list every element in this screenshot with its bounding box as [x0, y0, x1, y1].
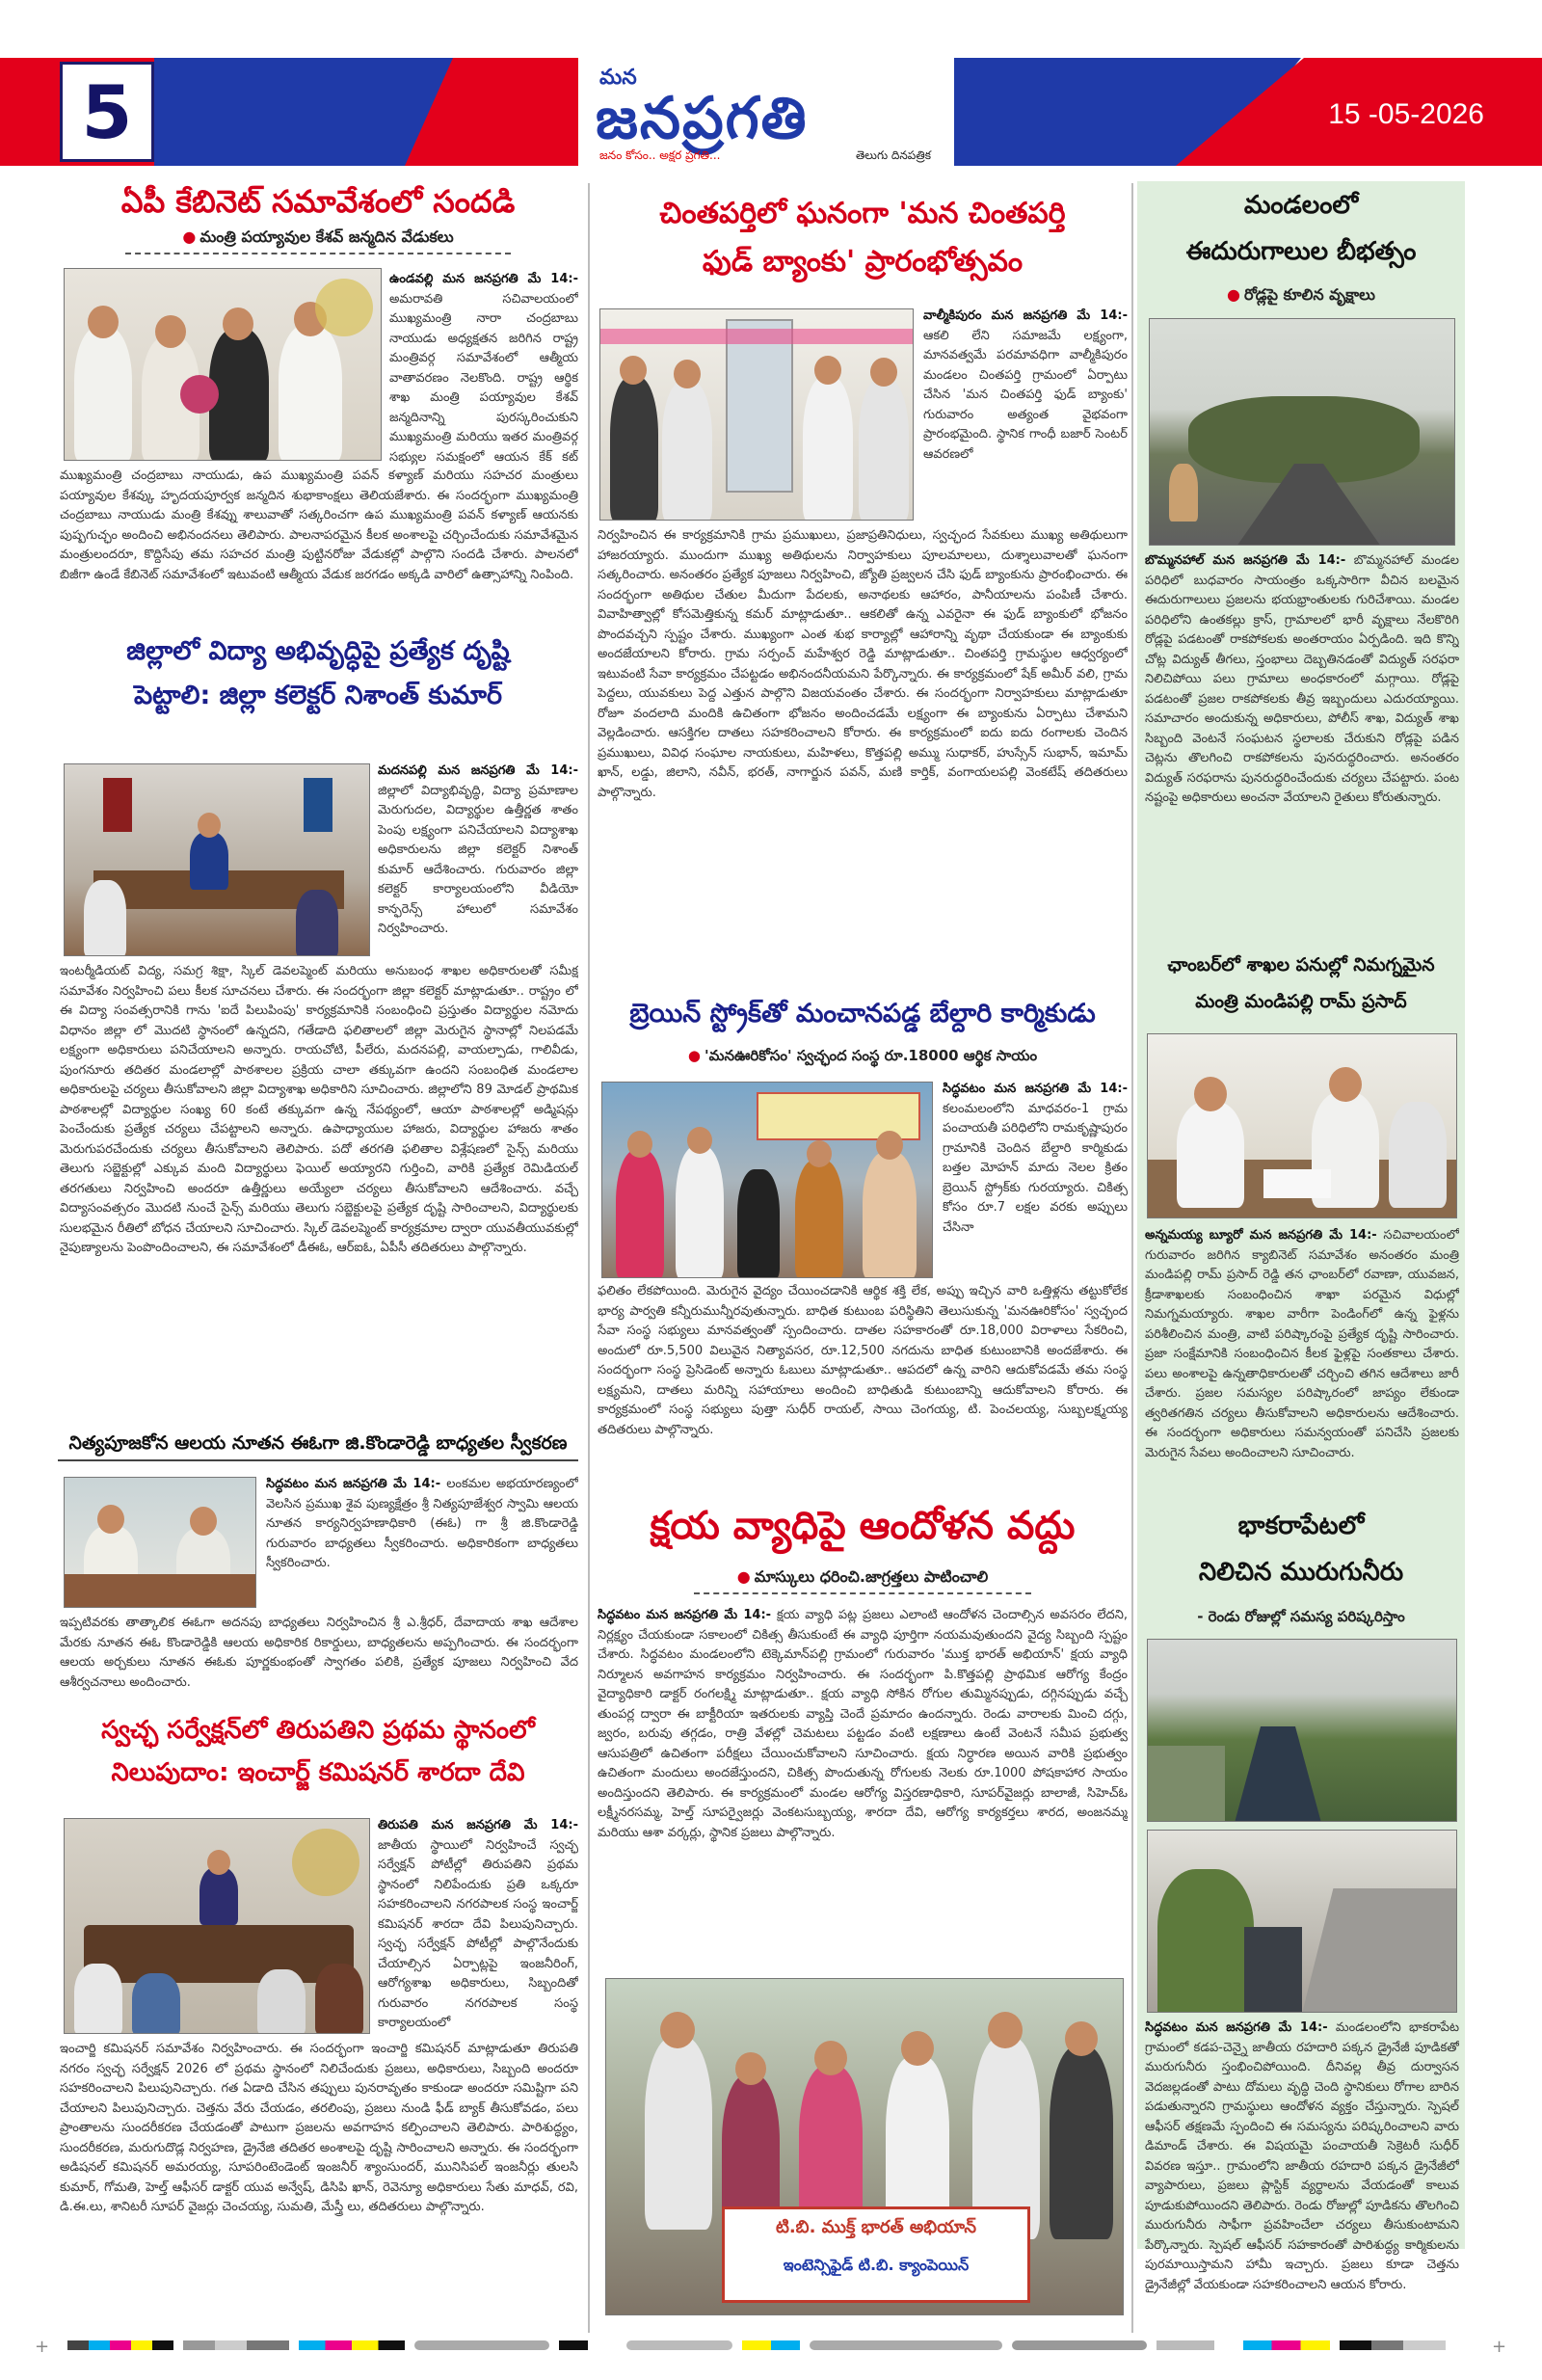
gray-bar-1 [183, 2340, 289, 2350]
tb-headline: క్షయ వ్యాధిపై ఆందోళన వద్దు [650, 1504, 1076, 1548]
logo-prefix: మన [599, 66, 637, 90]
chamber-body: అన్నమయ్య బ్యూరో మన జనప్రగతి మే 14:- సచివాలయంలో గురువారం జరిగిన క్యాబినెట్ సమావేశం అనంతరం మంత్రి మండిపల్లి రామ్ ప్రసాద్ రెడ్డి తన ఛాంబర్‌లో రవాణా, యువజన, క్రీడాశాఖలకు సంబంధించిన శాఖా పరమైన విధుల్లో నిమగ్నమయ్యారు. శాఖల వారీగా పెండింగ్‌లో ఉన్న ఫైళ్లను పరిశీలించిన మంత్రి, వాటి పరిష్కారంపై ప్రత్యేక దృష్టి సారించారు. ప్రజా సంక్షేమానికి సంబంధించిన కీలక ఫైళ్లపై సంతకాలు చేశారు. పలు అంశాలపై ఉన్నతాధికారులతో చర్చించి తగిన ఆదేశాలు జారీ చేశారు. ప్రజల సమస్యల పరిష్కారంలో జాప్యం లేకుండా త్వరితగతిన చర్యలు తీసుకోవాలని అధికారులను ఆదేశించారు. ఈ సందర్భంగా అధికారులు సమన్వయంతో పనిచేసి ప్రజలకు మెరుగైన సేవలు అందించాలని సూచించారు. [1145, 1228, 1459, 1460]
trees-headline-1: మండలంలో [1243, 191, 1359, 220]
cabinet-photo [64, 268, 382, 461]
tb-divider [694, 1592, 1031, 1594]
education-headline-1: జిల్లాలో విద్యా అభివృద్ధిపై ప్రత్యేక దృష్టి [126, 636, 510, 666]
logo-title: జనప్రగతి [596, 85, 809, 152]
color-bar-left [67, 2340, 173, 2350]
drain-headline-2: నిలిచిన మురుగునీరు [1198, 1558, 1404, 1587]
education-photo [64, 763, 370, 956]
tb-banner [722, 2206, 1030, 2303]
swachh-photo [64, 1818, 370, 2034]
brainstroke-headline: బ్రెయిన్ స్ట్రోక్‌తో మంచానపడ్డ బేల్దారి కార్మికుడు [629, 999, 1096, 1029]
swachh-headline-2: నిలుపుదాం: ఇంచార్జ్ కమిషనర్ శారదా దేవి [111, 1758, 525, 1787]
registration-mark-left: + [35, 2337, 50, 2357]
logo-tagline: జనం కోసం.. అక్షర ప్రగతి... [599, 148, 721, 162]
drain-subhead: - రెండు రోజుల్లో సమస్య పరిష్కరిస్తాం [1197, 1608, 1405, 1625]
tb-body: సిద్ధవటం మన జనప్రగతి మే 14:- క్షయ వ్యాధి పట్ల ప్రజలు ఎలాంటి ఆందోళన చెందాల్సిన అవసరం లేదని, నిర్లక్ష్యం చేయకుండా సకాలంలో చికిత్స తీసుకుంటే ఈ వ్యాధి పూర్తిగా నయమవుతుందని వైద్య సిబ్బంది స్పష్టం చేశారు. సిద్ధవటం మండలంలోని టెక్కెమాన్‌పల్లి గ్రామంలో గురువారం 'ముక్త భారత్ అభియాన్' క్షయ వ్యాధి నిర్మూలన అవగాహన కార్యక్రమం నిర్వహించారు. ఈ సందర్భంగా పి.కొత్తపల్లి ప్రాథమిక ఆరోగ్య కేంద్రం వైద్యాధికారి డాక్టర్ రంగలక్ష్మి మాట్లాడుతూ.. క్షయ వ్యాధి సోకిన రోగుల తుమ్మినప్పుడు, దగ్గినప్పుడు వచ్చే తుంపర్ల ద్వారా ఈ బాక్టీరియా ఇతరులకు వ్యాప్తి చెందే ప్రమాదం ఉందన్నారు. రెండు వారాలకు మించి దగ్గు, జ్వరం, బరువు తగ్గడం, రాత్రి వేళల్లో చెమటలు పట్టడం వంటి లక్షణాలు ఉంటే వెంటనే సమీప ప్రభుత్వ ఆసుపత్రిలో ఉచితంగా పరీక్షలు చేయించుకోవాలని సూచించారు. క్షయ నిర్ధారణ అయిన వారికి ప్రభుత్వం ఉచితంగా మందులు అందజేస్తుందని, చికిత్స పొందుతున్న రోగులకు నెలకు రూ.1000 పోషకాహార సాయం అందిస్తుందని తెలిపారు. ఈ కార్యక్రమంలో మండల ఆరోగ్య విస్తరణాధికారి, సూపర్‌వైజర్లు బాలాజీ, సిహెచ్ఓ లక్ష్మీనరసమ్మ, హెల్త్ సూపర్వైజర్లు వెంకటసుబ్బయ్య, శారదా దేవి, ఆరోగ్య కార్యకర్తలు శారద, అంజనమ్మ మరియు ఆశా వర్కర్లు, స్థానిక ప్రజలు పాల్గొన్నారు. [598, 1608, 1128, 1840]
foodbank-body: నిర్వహించిన ఈ కార్యక్రమానికి గ్రామ ప్రముఖులు, ప్రజాప్రతినిధులు, స్వచ్ఛంద సేవకులు ముఖ్య అతిథులుగా హాజరయ్యారు. ముందుగా ముఖ్య అతిథులను నిర్వాహకులు పూలమాలలు, దుశ్శాలువాలతో ఘనంగా సత్కరించారు. అనంతరం ప్రత్యేక పూజలు నిర్వహించి, జ్యోతి ప్రజ్వలన చేసి ఫుడ్ బ్యాంకును ప్రారంభించారు. ఈ సందర్భంగా అతిథుల చేతుల మీదుగా పేదలకు, అనాథలకు ఆహారం, పానీయాలను పంపిణీ చేశారు. వివాహిత్వాల్లో కోసమెత్తికున్న కమర్ మాట్లాడుతూ.. ఆకలితో ఉన్న ఎవరైనా ఈ ఫుడ్ బ్యాంకులో భోజనం పొందవచ్చని స్పష్టం చేశారు. ముఖ్యంగా ఎంత శుభ కార్యాల్లో ఆహారాన్ని వృథా చేయకుండా ఈ బ్యాంకుకు అందజేయాలని కోరారు. గ్రామ సర్పంచ్ మహేశ్వర రెడ్డి మాట్లాడుతూ.. చింతపర్తి గ్రామస్థుల ఆధ్వర్యంలో ఇటువంటి సేవా కార్యక్రమం చేపట్టడం అభినందనీయమని పేర్కొన్నారు. ఈ కార్యక్రమంలో షేక్ అమీర్ వలి, గ్రామ పెద్దలు, యువకులు పెద్ద ఎత్తున పాల్గొని విజయవంతం చేశారు. ఈ సందర్భంగా నిర్వాహకులు మాట్లాడుతూ రోజూ వందలాది మందికి ఉచితంగా భోజనం అందించడమే లక్ష్యంగా ఈ బ్యాంకును ఏర్పాటు చేశామని వెల్లడించారు. ఆసక్తిగల దాతలు సహకరించాలని కోరారు. ఈ కార్యక్రమంలో ఐదు ఐదు రంగాలకు చెందిన ప్రముఖులు, వివిధ సంఘాల నాయకులు, మహిళలు, కొత్తపల్లి అమ్ము సుధాకర్, హుస్సేన్ సుభాన్, ఇమామ్ ఖాన్, లడ్డు, జిలాని, నవీన్, భరత్, నాగార్జున పవన్, మణి కార్తిక్, వంగాయలపల్లి వెంకటేష్ తదితరులు పాల్గొన్నారు. [598, 528, 1128, 800]
trees-headline-2: ఈదురుగాలుల బీభత్సం [1185, 237, 1417, 266]
brainstroke-body: ఫలితం లేకపోయింది. మెరుగైన వైద్యం చేయించడానికి ఆర్థిక శక్తి లేక, అప్పు ఇచ్చిన వారి ఒత్తిళ్లను తట్టుకోలేక భార్య పార్వతి కన్నీరుమున్నీరవుతున్నారు. బాధిత కుటుంబ పరిస్థితిని తెలుసుకున్న 'మనఊరికోసం' స్వచ్ఛంద సేవా సంస్థ సభ్యులు మానవత్వంతో స్పందించారు. దాతల సహకారంతో రూ.18,000 విరాళాలు సేకరించి, అందులో రూ.5,500 విలువైన నిత్యావసర, రూ.12,500 నగదును బాధిత కుటుంబానికి అందజేశారు. ఈ సందర్భంగా సంస్థ ప్రెసిడెంట్ అన్నారు ఓబులు మాట్లాడుతూ.. ఆపదలో ఉన్న వారిని ఆదుకోవడమే తమ సంస్థ లక్ష్యమని, దాతలు మరిన్ని సహాయాలు అందించి బాధితుడి కుటుంబాన్ని ఆదుకోవాలని కోరారు. ఈ కార్యక్రమంలో సంస్థ సభ్యులు పుత్తా సుధీర్ రాయల్, సాయి చెంగయ్య, టి. పెంచలయ్య, సుబ్బలక్ష్మయ్య తదితరులు పాల్గొన్నారు. [598, 1284, 1128, 1437]
drain-photo-2 [1147, 1830, 1457, 2013]
gray-bar-6 [1156, 2340, 1214, 2350]
logo-tagline-daily: తెలుగు దినపత్రిక [855, 148, 931, 162]
color-bar-4 [1243, 2340, 1330, 2350]
drain-headline-1: భాకరాపేటలో [1237, 1511, 1365, 1540]
cabinet-headline: ఏపీ కేబినెట్ సమావేశంలో సందడి [120, 183, 516, 220]
gray-bar-7 [1340, 2340, 1446, 2350]
registration-mark-right: + [1492, 2337, 1507, 2357]
temple-divider [58, 1459, 578, 1461]
brainstroke-side-text: సిద్ధవటం మన జనప్రగతి మే 14:- కలంమలంలోని మాధవరం-1 గ్రామ పంచాయతీ పరిధిలోని రామకృష్ణాపురం గ్రామానికి చెందిన బేల్దారి కార్మికుడు బత్తల మోహన్ మాదు నెలల క్రితం బ్రెయిన్ స్ట్రోక్‌కు గురయ్యారు. చికిత్స కోసం రూ.7 లక్షల వరకు అప్పులు చేసినా [943, 1082, 1128, 1235]
page-number: 5 [60, 62, 154, 162]
swachh-side-text: తిరుపతి మన జనప్రగతి మే 14:- జాతీయ స్థాయిలో నిర్వహించే స్వచ్ఛ సర్వేక్షన్ పోటీల్లో తిరుపతిని ప్రథమ స్థానంలో నిలిపేందుకు ప్రతి ఒక్కరూ సహకరించాలని నగరపాలక సంస్థ ఇంచార్జ్ కమిషనర్ శారదా దేవి పిలుపునిచ్చారు. స్వచ్ఛ సర్వేక్షన్ పోటీల్లో పాల్గొనేందుకు చేయాల్సిన ఏర్పాట్లపై ఇంజనీరింగ్, ఆరోగ్యశాఖ అధికారులు, సిబ్బందితో గురువారం నగరపాలక సంస్థ కార్యాలయంలో [378, 1818, 578, 2030]
print-registration-strip [0, 2337, 1542, 2356]
trees-subhead: ● రోడ్లపై కూలిన వృక్షాలు [1227, 285, 1375, 304]
brainstroke-subhead: ● 'మనఊరికోసం' స్వచ్ఛంద సంస్థ రూ.18000 ఆర్థిక సాయం [687, 1047, 1038, 1064]
trees-photo [1149, 318, 1455, 546]
gray-bar-3 [626, 2340, 732, 2350]
gray-bar-4 [810, 2340, 1002, 2350]
trees-body: బొమ్మనహాల్ మన జనప్రగతి మే 14:- బొమ్మనహాల్ మండల పరిధిలో బుధవారం సాయంత్రం ఒక్కసారిగా వీచిన బలమైన ఈదురుగాలులు ప్రజలను భయభ్రాంతులకు గురిచేశాయి. మండల పరిధిలోని ఉంతకల్లు క్రాస్, గ్రామాలలో భారీ వృక్షాలు నేలకొరిగి రోడ్లపై పడటంతో రాకపోకలకు అంతరాయం ఏర్పడింది. ఇది కొన్ని చోట్ల విద్యుత్ తీగలు, స్తంభాలు దెబ్బతినడంతో విద్యుత్ సరఫరా నిలిచిపోయి పలు గ్రామాలు అంధకారంలో మగ్గాయి. రోడ్లపై పడటంతో ప్రజల రాకపోకలకు తీవ్ర ఇబ్బందులు ఎదురయ్యాయి. సమాచారం అందుకున్న అధికారులు, పోలీస్ శాఖ, విద్యుత్ శాఖ సిబ్బంది వెంటనే సంఘటన స్థలాలకు చేరుకుని రోడ్లపై పడిన చెట్లను తొలగించి రాకపోకలను పునరుద్ధరించారు. అనంతరం విద్యుత్ సరఫరాను పునరుద్ధరించేందుకు చర్యలు చేపట్టారు. పంట నష్టంపై అధికారులు అంచనా వేయాలని రైతులు కోరుతున్నారు. [1145, 553, 1459, 805]
education-headline-2: పెట్టాలి: జిల్లా కలెక్టర్ నిశాంత్ కుమార్ [133, 681, 503, 710]
tb-subhead: ● మాస్కులు ధరించి.జాగ్రత్తలు పాటించాలి [736, 1567, 989, 1586]
chamber-photo [1147, 1033, 1457, 1218]
temple-photo [64, 1477, 256, 1608]
color-bar-3 [742, 2340, 800, 2350]
brainstroke-photo [601, 1082, 933, 1278]
foodbank-side-text: వాల్మీకిపురం మన జనప్రగతి మే 14:- ఆకలి లేని సమాజమే లక్ష్యంగా, మానవత్వమే పరమావధిగా వాల్మీకిపురం మండలం చింతపర్తి గ్రామంలో ఏర్పాటు చేసిన 'మన చింతపర్తి ఫుడ్ బ్యాంకు' గురువారం అత్యంత వైభవంగా ప్రారంభమైంది. స్థానిక గాంధీ బజార్ సెంటర్ ఆవరణలో [923, 308, 1128, 462]
gray-bar-5 [1012, 2340, 1147, 2350]
cabinet-body: ముఖ్యమంత్రి చంద్రబాబు నాయుడు, ఉప ముఖ్యమంత్రి పవన్ కళ్యాణ్ మరియు సహచర మంత్రులు పయ్యావుల కేశవ్కు హృదయపూర్వక జన్మదిన శుభాకాంక్షలు తెలియజేశారు. ఈ సందర్భంగా ముఖ్యమంత్రి చంద్రబాబు నాయుడు మంత్రి కేశవ్ను శాలువాతో సత్కరించగా ఉప ముఖ్యమంత్రి పవన్ కళ్యాణ్ ఆయనకు పుష్పగుచ్ఛం అందించి అభినందనలు తెలిపారు. పాలనాపరమైన కీలక అంశాలపై చర్చించేందుకు సమావేశమైన మంత్రులందరూ, కొద్దిసేపు తమ సహచర మంత్రి పుట్టినరోజు వేడుకల్లో పాల్గొని సందడి చేశారు. పాలనలో బిజీగా ఉండే కేబినెట్ సమావేశంలో ఇటువంటి ఆత్మీయ వేడుక జరగడం అక్కడి వారిలో ఉత్సాహాన్ని నింపింది. [60, 468, 578, 582]
cabinet-side-text: ఉండవల్లి మన జనప్రగతి మే 14:- అమరావతి సచివాలయంలో ముఖ్యమంత్రి నారా చంద్రబాబు నాయుడు అధ్యక్షతన జరిగిన రాష్ట్ర మంత్రివర్గ సమావేశంలో ఆత్మీయ వాతావరణం నెలకొంది. రాష్ట్ర ఆర్థిక శాఖ మంత్రి పయ్యావుల కేశవ్ జన్మదినాన్ని పురస్కరించుకుని ముఖ్యమంత్రి మరియు ఇతర మంత్రివర్గ సభ్యుల సమక్షంలో ఆయన కేక్ కట్ [389, 272, 578, 465]
swachh-headline-1: స్వచ్ఛ సర్వేక్షన్‌లో తిరుపతిని ప్రథమ స్థానంలో [101, 1716, 535, 1745]
temple-side-text: సిద్ధవటం మన జనప్రగతి మే 14:- లంకమల అభయారణ్యంలో వెలసిన ప్రముఖ శైవ పుణ్యక్షేత్రం శ్రీ నిత్యపూజేశ్వర స్వామి ఆలయ నూతన కార్యనిర్వహణాధికారి (ఈఓ) గా శ్రీ జి.కొండారెడ్డి గురువారం బాధ్యతలు స్వీకరించారు. అధికారికంగా బాధ్యతలు స్వీకరించారు. [266, 1477, 578, 1570]
chamber-headline-1: ఛాంబర్‌లో శాఖల పనుల్లో నిమగ్నమైన [1167, 954, 1435, 976]
tb-photo [605, 1978, 1124, 2315]
column-divider-2 [1131, 183, 1133, 2333]
cabinet-divider [125, 253, 511, 254]
foodbank-photo [599, 308, 914, 521]
swachh-body: ఇంచార్జి కమిషనర్ సమావేశం నిర్వహించారు. ఈ సందర్భంగా ఇంచార్జి కమిషనర్ మాట్లాడుతూ తిరుపతి నగరం స్వచ్ఛ సర్వేక్షన్ 2026 లో ప్రథమ స్థానంలో నిలిచేందుకు ప్రజలు, అధికారులు, సిబ్బంది అందరూ సహకరించాలని పిలుపునిచ్చారు. గత ఏడాది చేసిన తప్పులు పునరావృతం కాకుండా అందరూ సమిష్టిగా పని చేయాలని పిలుపునిచ్చారు. చెత్తను వేరు చేయడం, తరలింపు, ప్రజలు నుండి ఫీడ్ బ్యాక్ తీసుకోవడం, పలు ప్రాంతాలను సుందరీకరణ చేయడంతో పాటుగా ప్రజలను అవగాహన కల్పించాలని తెలిపారు. పారిశుద్ధ్యం, సుందరీకరణ, మరుగుదొడ్ల నిర్వహణ, డ్రైనేజి తదితర అంశాలపై దృష్టి సారించాలని అన్నారు. ఈ సందర్భంగా అడిషనల్ కమిషనర్ అమరయ్య, సూపరింటెండెంట్ ఇంజనీర్ శ్యాంసుందర్, మునిసిపల్ ఇంజనీర్లు తులసి కుమార్, గోమతి, హెల్త్ ఆఫీసర్ డాక్టర్ యువ అన్వేష్, డిసిపి ఖాన్, రెవెన్యూ అధికారులు సేతు మాధవ్, రవి, డి.ఈ.లు, శానిటరీ సూపర్ వైజర్లు చెంచయ్య, సుమతి, మేస్త్రీ లు, తదితరులు పాల్గొన్నారు. [60, 2042, 578, 2214]
color-bar-2 [299, 2340, 405, 2350]
foodbank-headline-1: చింతపర్తిలో ఘనంగా 'మన చింతపర్తి [659, 197, 1066, 230]
column-divider-1 [588, 183, 590, 2333]
temple-body: ఇప్పటివరకు తాత్కాలిక ఈఓగా అదనపు బాధ్యతలు నిర్వహించిన శ్రీ ఎ.శ్రీధర్, దేవాదాయ శాఖ ఆదేశాల మేరకు నూతన ఈఓ కొండారెడ్డికి ఆలయ అధికారిక రికార్డులు, బాధ్యతలను అప్పగించారు. ఈ సందర్భంగా ఆలయ అర్చకులు నూతన ఈఓకు పూర్ణకుంభంతో స్వాగతం పలికి, ప్రత్యేక పూజలు నిర్వహించి వేద ఆశీర్వచనాలు అందించారు. [60, 1616, 578, 1690]
drain-photo-1 [1147, 1639, 1457, 1822]
temple-headline: నిత్యపూజకోన ఆలయ నూతన ఈఓగా జి.కొండారెడ్డి బాధ్యతల స్వీకరణ [68, 1432, 568, 1454]
tb-banner-line-1: టి.బి. ముక్త్ భారత్ అభియాన్ [775, 2217, 977, 2237]
foodbank-headline-2: ఫుడ్ బ్యాంకు' ప్రారంభోత్సవం [702, 245, 1024, 279]
education-body: ఇంటర్మీడియట్ విద్య, సమగ్ర శిక్షా, స్కిల్ డెవలప్మెంట్ మరియు అనుబంధ శాఖల అధికారులతో సమీక్ష సమావేశం నిర్వహించి పలు కీలక సూచనలు చేశారు. ఈ సందర్భంగా జిల్లా కలెక్టర్ మాట్లాడుతూ.. రాష్ట్రం లో ఈ విద్యా సంవత్సరానికి గాను 'ఐదే పిలుపింపు' కార్యక్రమానికి సంబంధించి ప్రస్తుతం విద్యార్థుల నమోదు విధానం జిల్లా లో మొదటి స్థానంలో ఉన్నదని, గతేడాది ఫలితాలలో జిల్లా మెరుగైన స్థానాల్లో నిలపడమే లక్ష్యంగా అధికారులు పనిచేయాలని అన్నారు. రాయచోటి, పీలేరు, మదనపల్లి, వాయల్పాడు, గాలివీడు, పుంగనూరు తదితర మండలాల్లో పాఠశాలల ప్రక్రియ చాలా తక్కువగా ఉందని సంబంధిత మండలాల అధికారులపై చర్యలు తీసుకోవాలని జిల్లా విద్యాశాఖ అధికారిని సూచించారు. జిల్లాలోని 89 మోడల్ ప్రాథమిక పాఠశాలల్లో విద్యార్థుల సంఖ్య 60 కంటే తక్కువగా ఉన్న నేపథ్యంలో, ఆయా పాఠశాలల్లో అడ్మిషన్లు పెంచేందుకు ప్రత్యేక చర్యలు చేపట్టాలని అన్నారు. ఉపాధ్యాయుల హాజరు, విద్యార్థుల హాజరు శాతం మెరుగుపరచేందుకు చర్యలు తీసుకోవాలని తెలిపారు. పదో తరగతి ఫలితాల విశ్లేషణలో సైన్స్ మరియు తెలుగు సబ్జెక్టుల్లో ఎక్కువ మంది విద్యార్థులు ఫెయిల్ అయ్యారని గుర్తించి, వారికి ప్రత్యేక రెమిడియల్ తరగతులు నిర్వహించి అందరూ ఉత్తీర్ణులు అయ్యేలా చర్యలు తీసుకోవాలని ఆదేశించారు. వచ్చే విద్యాసంవత్సరం మొదటి నుంచే సైన్స్ మరియు తెలుగు సబ్జెక్టులపై ప్రత్యేక దృష్టి సారించాలని, విద్యార్థులకు సులభమైన రీతిలో బోధన చేయాలని సూచించారు. స్కిల్ డెవలప్మెంట్ కార్యక్రమాల ద్వారా యువతీయువకుల్లో నైపుణ్యాలను పెంపొందించాలని, ఈ సమావేశంలో డీఈఓ, ఆర్ఐఓ, ఏపీసీ తదితరులు పాల్గొన్నారు. [60, 964, 578, 1255]
drain-body: సిద్ధవటం మన జనప్రగతి మే 14:- మండలంలోని భాకరాపేట గ్రామంలో కడప-చెన్నై జాతీయ రహదారి పక్కన డ్రైనేజీ పూడికతో మురుగునీరు స్తంభించిపోయింది. దీనివల్ల తీవ్ర దుర్వాసన వెదజల్లడంతో పాటు దోమలు వృద్ధి చెంది స్థానికులు రోగాల బారిన పడుతున్నారని గ్రామస్థులు ఆందోళన వ్యక్తం చేస్తున్నారు. స్పెషల్ ఆఫీసర్ తక్షణమే స్పందించి ఈ సమస్యను పరిష్కరించాలని వారు డిమాండ్ చేశారు. ఈ విషయమై పంచాయతీ సెక్రెటరీ సుధీర్ వివరణ ఇస్తూ.. గ్రామంలోని జాతీయ రహదారి పక్కన డ్రైనేజీలో వ్యాపారులు, ప్రజలు ప్లాస్టిక్ వ్యర్థాలను వేయడంతో కాలువ పూడుకుపోయిందని తెలిపారు. రెండు రోజుల్లో పూడికను తొలగించి మురుగునీరు సాఫీగా ప్రవహించేలా చర్యలు తీసుకుంటామని పేర్కొన్నారు. స్పెషల్ ఆఫీసర్ సహకారంతో పారిశుద్ధ్య కార్మికులను పురమాయిస్తామని హామీ ఇచ్చారు. ప్రజలు కూడా చెత్తను డ్రైనేజీల్లో వేయకుండా సహకరించాలని ఆయన కోరారు. [1145, 2020, 1459, 2292]
tb-banner-line-2: ఇంటెన్సిఫైడ్ టి.బి. క్యాంపెయిన్ [783, 2256, 970, 2274]
gray-bar-2 [414, 2340, 549, 2350]
bw-bar [559, 2340, 617, 2350]
newspaper-logo [578, 58, 954, 166]
education-side-text: మదనపల్లి మన జనప్రగతి మే 14:- జిల్లాలో విద్యాభివృద్ధి, విద్యా ప్రమాణాల మెరుగుదల, విద్యార్థుల ఉత్తీర్ణత శాతం పెంపు లక్ష్యంగా పనిచేయాలని విద్యాశాఖ అధికారులను జిల్లా కలెక్టర్ నిశాంత్ కుమార్ ఆదేశించారు. గురువారం జిల్లా కలెక్టర్ కార్యాలయంలోని వీడియో కాన్ఫరెన్స్ హాలులో సమావేశం నిర్వహించారు. [378, 763, 578, 936]
issue-date: 15 -05-2026 [1328, 98, 1484, 130]
chamber-headline-2: మంత్రి మండిపల్లి రామ్ ప్రసాద్ [1195, 991, 1407, 1012]
cabinet-subhead: ● మంత్రి పయ్యావుల కేశవ్ జన్మదిన వేడుకలు [182, 227, 454, 246]
